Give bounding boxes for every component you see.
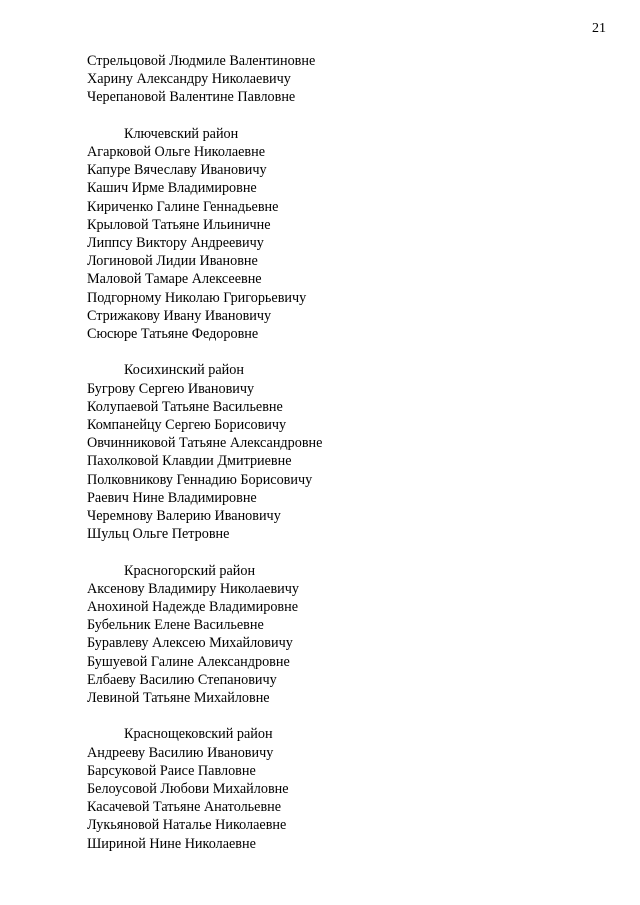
list-item: Буравлеву Алексею Михайловичу bbox=[87, 635, 293, 652]
list-item: Черемнову Валерию Ивановичу bbox=[87, 508, 281, 525]
district-section-krasnogorsky bbox=[87, 562, 607, 708]
list-item: Бубельник Елене Васильевне bbox=[87, 617, 264, 634]
list-item: Липпсу Виктору Андреевичу bbox=[87, 235, 264, 252]
list-item: Полковникову Геннадию Борисовичу bbox=[87, 471, 313, 488]
list-item: Лукьяновой Наталье Николаевне bbox=[87, 817, 287, 834]
list-item: Логиновой Лидии Ивановне bbox=[87, 253, 258, 270]
list-item: Маловой Тамаре Алексеевне bbox=[87, 271, 262, 288]
district-heading: Краснощековский район bbox=[124, 726, 273, 743]
district-section-krasnoshchekovsky bbox=[87, 725, 607, 852]
district-section-kluchevsky bbox=[87, 125, 607, 343]
list-item: Агарковой Ольге Николаевне bbox=[87, 144, 266, 160]
list-item: Шульц Ольге Петровне bbox=[87, 526, 230, 543]
list-item: Подгорному Николаю Григорьевичу bbox=[87, 289, 307, 306]
list-item: Касачевой Татьяне Анатольевне bbox=[87, 799, 282, 816]
list-item: Сюсюре Татьяне Федоровне bbox=[87, 326, 259, 343]
page-number: 21 bbox=[592, 21, 606, 36]
list-item: Андрееву Василию Ивановичу bbox=[87, 744, 274, 761]
list-item: Аксенову Владимиру Николаевичу bbox=[87, 580, 299, 597]
list-item: Кириченко Галине Геннадьевне bbox=[87, 198, 279, 215]
district-heading: Косихинский район bbox=[124, 362, 244, 379]
list-item: Раевич Нине Владимировне bbox=[87, 489, 257, 506]
document-body bbox=[87, 52, 607, 853]
list-item: Белоусовой Любови Михайловне bbox=[87, 781, 289, 798]
list-item: Компанейцу Сергею Борисовичу bbox=[87, 417, 287, 434]
list-item: Крыловой Татьяне Ильиничне bbox=[87, 216, 271, 233]
list-item: Кашич Ирме Владимировне bbox=[87, 180, 257, 197]
list-item: Капуре Вячеславу Ивановичу bbox=[87, 162, 267, 179]
list-item: Стрижакову Ивану Ивановичу bbox=[87, 307, 272, 324]
list-item: Пахолковой Клавдии Дмитриевне bbox=[87, 453, 292, 470]
list-item: Анохиной Надежде Владимировне bbox=[87, 599, 299, 616]
list-item: Харину Александру Николаевичу bbox=[87, 71, 291, 88]
list-item: Барсуковой Раисе Павловне bbox=[87, 762, 256, 779]
district-heading: Ключевский район bbox=[124, 125, 239, 142]
list-item: Шириной Нине Николаевне bbox=[87, 835, 256, 852]
list-item: Стрельцовой Людмиле Валентиновне bbox=[87, 53, 316, 69]
district-section-kosikhinsky bbox=[87, 361, 607, 543]
list-item: Черепановой Валентине Павловне bbox=[87, 89, 296, 106]
list-item: Левиной Татьяне Михайловне bbox=[87, 690, 270, 707]
list-item: Бугрову Сергею Ивановичу bbox=[87, 380, 255, 397]
list-item: Елбаеву Василию Степановичу bbox=[87, 671, 277, 688]
intro-list bbox=[87, 52, 607, 107]
district-heading: Красногорский район bbox=[124, 562, 256, 579]
list-item: Бушуевой Галине Александровне bbox=[87, 653, 290, 670]
list-item: Овчинниковой Татьяне Александровне bbox=[87, 435, 323, 452]
list-item: Колупаевой Татьяне Васильевне bbox=[87, 398, 283, 415]
